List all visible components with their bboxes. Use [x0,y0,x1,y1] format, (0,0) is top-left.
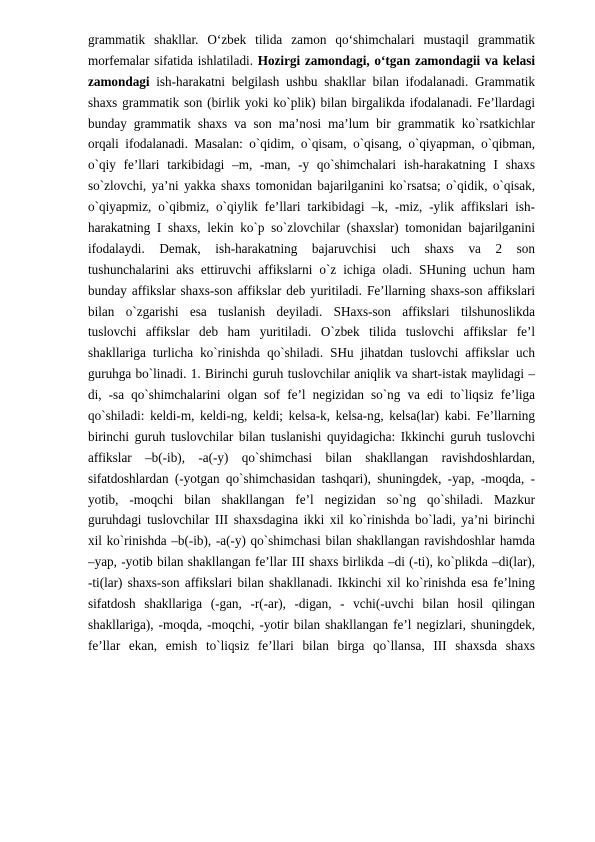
text-run: guruhdagi tuslovchilar III shaxsdagina ikki xil ko`rinishda bo`ladi, ya’ni birinchi [88,512,535,528]
text-run: yotib, -moqchi bilan shakllangan fe’l negizidan so`ng qo`shiladi. Mazkur [88,491,535,507]
document-page [88,30,535,657]
text-line [88,552,535,573]
text-line [88,281,535,302]
text-run: -ti(lar) shaxs-son affikslari bilan shakllanadi. Ikkinchi xil ko`rinishda esa fe’lning [88,575,535,591]
text-line [88,322,535,343]
text-line [88,197,535,218]
text-line [88,343,535,364]
text-run: sifatdosh shakllariga (-gan, -r(-ar), -digan, - vchi(-uvchi bilan hosil qilingan [88,596,535,612]
text-line [88,385,535,406]
text-run: tushunchalarini aks ettiruvchi affikslarni o`z ichiga oladi. SHuning uchun ham [88,261,535,277]
text-line [88,30,535,51]
text-line [88,364,535,385]
text-line [88,510,535,531]
text-run: bilan o`zgarishi esa tuslanish deyiladi. SHaxs-son affikslari tilshunoslikda [88,303,535,319]
text-line [88,302,535,323]
text-run: orqali ifodalanadi. Masalan: o`qidim, o`qisam, o`qisang, o`qiyapman, o`qibman, [88,136,535,152]
bold-text-run: zamondagi [88,73,150,89]
text-line [88,636,535,657]
text-run: shaxs grammatik son (birlik yoki ko`plik) bilan birgalikda ifodalanadi. Fe’llardagi [88,94,535,110]
text-line [88,114,535,135]
text-line [88,490,535,511]
text-run: di, -sa qo`shimchalarini olgan sof fe’l negizidan so`ng va edi to`liqsiz fe’liga [88,387,535,403]
text-line [88,155,535,176]
bold-text-run: Hozirgi zamondagi, o‘tgan zamondagii va kelasi [257,52,535,68]
text-run: qo`shiladi: keldi-m, keldi-ng, keldi; kelsa-k, kelsa-ng, kelsa(lar) kabi. Fe’llarning [88,408,535,424]
text-run: sifatdoshlardan (-yotgan qo`shimchasidan tashqari), shuningdek, -yap, -moqda, - [88,470,535,486]
text-run: o`qiyapmiz, o`qibmiz, o`qiylik fe’llari tarkibidagi –k, -miz, -ylik affikslari ish- [88,199,535,215]
text-run: birinchi guruh tuslovchilar bilan tuslanishi quyidagicha: Ikkinchi guruh tuslovchi [88,428,535,444]
text-run: bunday affikslar shaxs-son affikslar deb yuritiladi. Fe’llarning shaxs-son affikslari [88,282,535,298]
text-run: xil ko`rinishda –b(-ib), -a(-y) qo`shimchasi bilan shakllangan ravishdoshlar hamda [88,533,535,549]
text-line [88,51,535,72]
text-line [88,573,535,594]
text-run: ish-harakatni belgilash ushbu shakllar bilan ifodalanadi. Grammatik [149,73,535,89]
text-line [88,531,535,552]
text-run: affikslar –b(-ib), -a(-y) qo`shimchasi bilan shakllangan ravishdoshlardan, [88,449,535,465]
text-run: o`qiy fe’llari tarkibidagi –m, -man, -y qo`shimchalari ish-harakatning I shaxs [88,157,535,173]
text-run: ifodalaydi. Demak, ish-harakatning bajaruvchisi uch shaxs va 2 son [88,240,535,256]
text-line [88,260,535,281]
text-line [88,176,535,197]
text-run: grammatik shakllar. O‘zbek tilida zamon qo‘shimchalari mustaqil grammatik [88,32,535,47]
text-run: so`zlovchi, ya’ni yakka shaxs tomonidan bajarilganini ko`rsatsa; o`qidik, o`qisak, [88,178,535,194]
text-line [88,93,535,114]
text-line [88,469,535,490]
text-run: fe’llar ekan, emish to`liqsiz fe’llari bilan birga qo`llansa, III shaxsda shaxs [88,637,535,653]
text-line [88,448,535,469]
text-run: guruhga bo`linadi. 1. Birinchi guruh tuslovchilar aniqlik va shart-istak maylidagi – [88,366,535,382]
text-line [88,72,535,93]
text-run: shakllariga turlicha ko`rinishda qo`shiladi. SHu jihatdan tuslovchi affikslar uch [88,345,535,361]
text-line [88,615,535,636]
text-run: morfemalar sifatida ishlatiladi. [88,52,258,68]
text-line [88,427,535,448]
text-line [88,239,535,260]
text-run: –yap, -yotib bilan shakllangan fe’llar III shaxs birlikda –di (-ti), ko`plikda –di(lar), [88,554,535,570]
text-run: shakllariga), -moqda, -moqchi, -yotir bilan shakllangan fe’l negizlari, shuningdek, [88,616,535,632]
text-run: bunday grammatik shaxs va son ma’nosi ma’lum bir grammatik ko`rsatkichlar [88,115,535,131]
text-line [88,406,535,427]
text-line [88,594,535,615]
text-line [88,218,535,239]
text-run: harakatning I shaxs, lekin ko`p so`zlovchilar (shaxslar) tomonidan bajarilganini [88,220,535,236]
text-line [88,134,535,155]
text-run: tuslovchi affikslar deb ham yuritiladi. O`zbek tilida tuslovchi affikslar fe’l [88,324,535,340]
